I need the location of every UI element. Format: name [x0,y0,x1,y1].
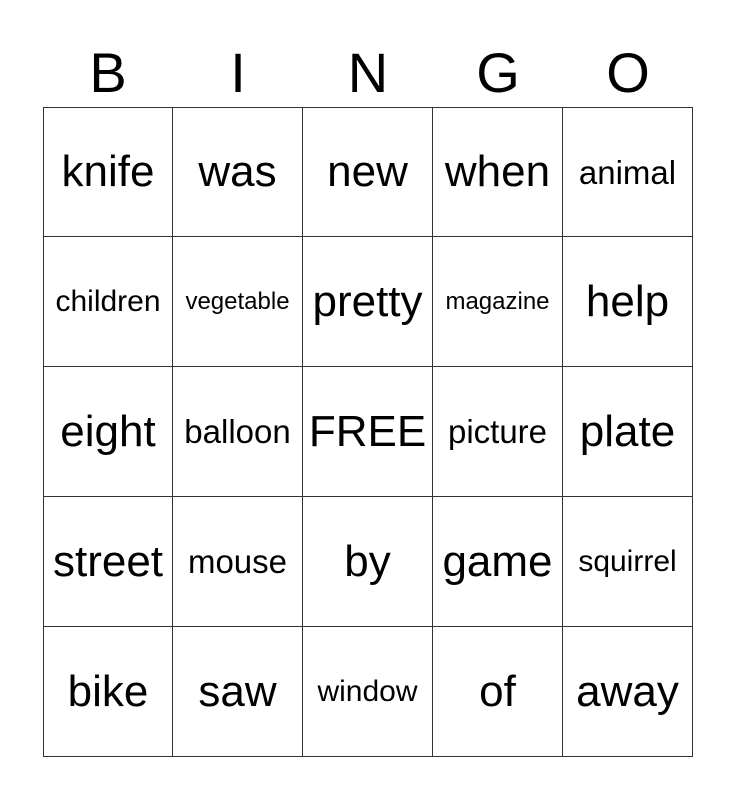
free-space-cell[interactable]: FREE [303,367,433,497]
bingo-cell[interactable]: saw [173,627,303,757]
bingo-cell[interactable]: vegetable [173,237,303,367]
bingo-cell[interactable]: knife [43,107,173,237]
bingo-header [43,38,693,108]
bingo-cell[interactable]: animal [563,107,693,237]
header-letter-g: G [476,41,520,104]
header-letter-i: I [230,41,246,104]
bingo-cell[interactable]: game [433,497,563,627]
bingo-cell[interactable]: when [433,107,563,237]
bingo-cell[interactable]: of [433,627,563,757]
bingo-cell[interactable]: plate [563,367,693,497]
bingo-cell[interactable]: squirrel [563,497,693,627]
bingo-cell[interactable]: children [43,237,173,367]
bingo-cell[interactable]: magazine [433,237,563,367]
bingo-cell[interactable]: help [563,237,693,367]
bingo-cell[interactable]: pretty [303,237,433,367]
bingo-cell[interactable]: mouse [173,497,303,627]
bingo-cell[interactable]: by [303,497,433,627]
bingo-cell[interactable]: was [173,107,303,237]
bingo-cell[interactable]: bike [43,627,173,757]
header-letter-o: O [606,41,650,104]
header-letter-b: B [89,41,127,104]
bingo-board [43,107,693,757]
bingo-cell[interactable]: window [303,627,433,757]
bingo-cell[interactable]: away [563,627,693,757]
bingo-cell[interactable]: new [303,107,433,237]
bingo-cell[interactable]: picture [433,367,563,497]
header-letter-n: N [347,41,389,104]
bingo-cell[interactable]: balloon [173,367,303,497]
bingo-cell[interactable]: street [43,497,173,627]
bingo-cell[interactable]: eight [43,367,173,497]
